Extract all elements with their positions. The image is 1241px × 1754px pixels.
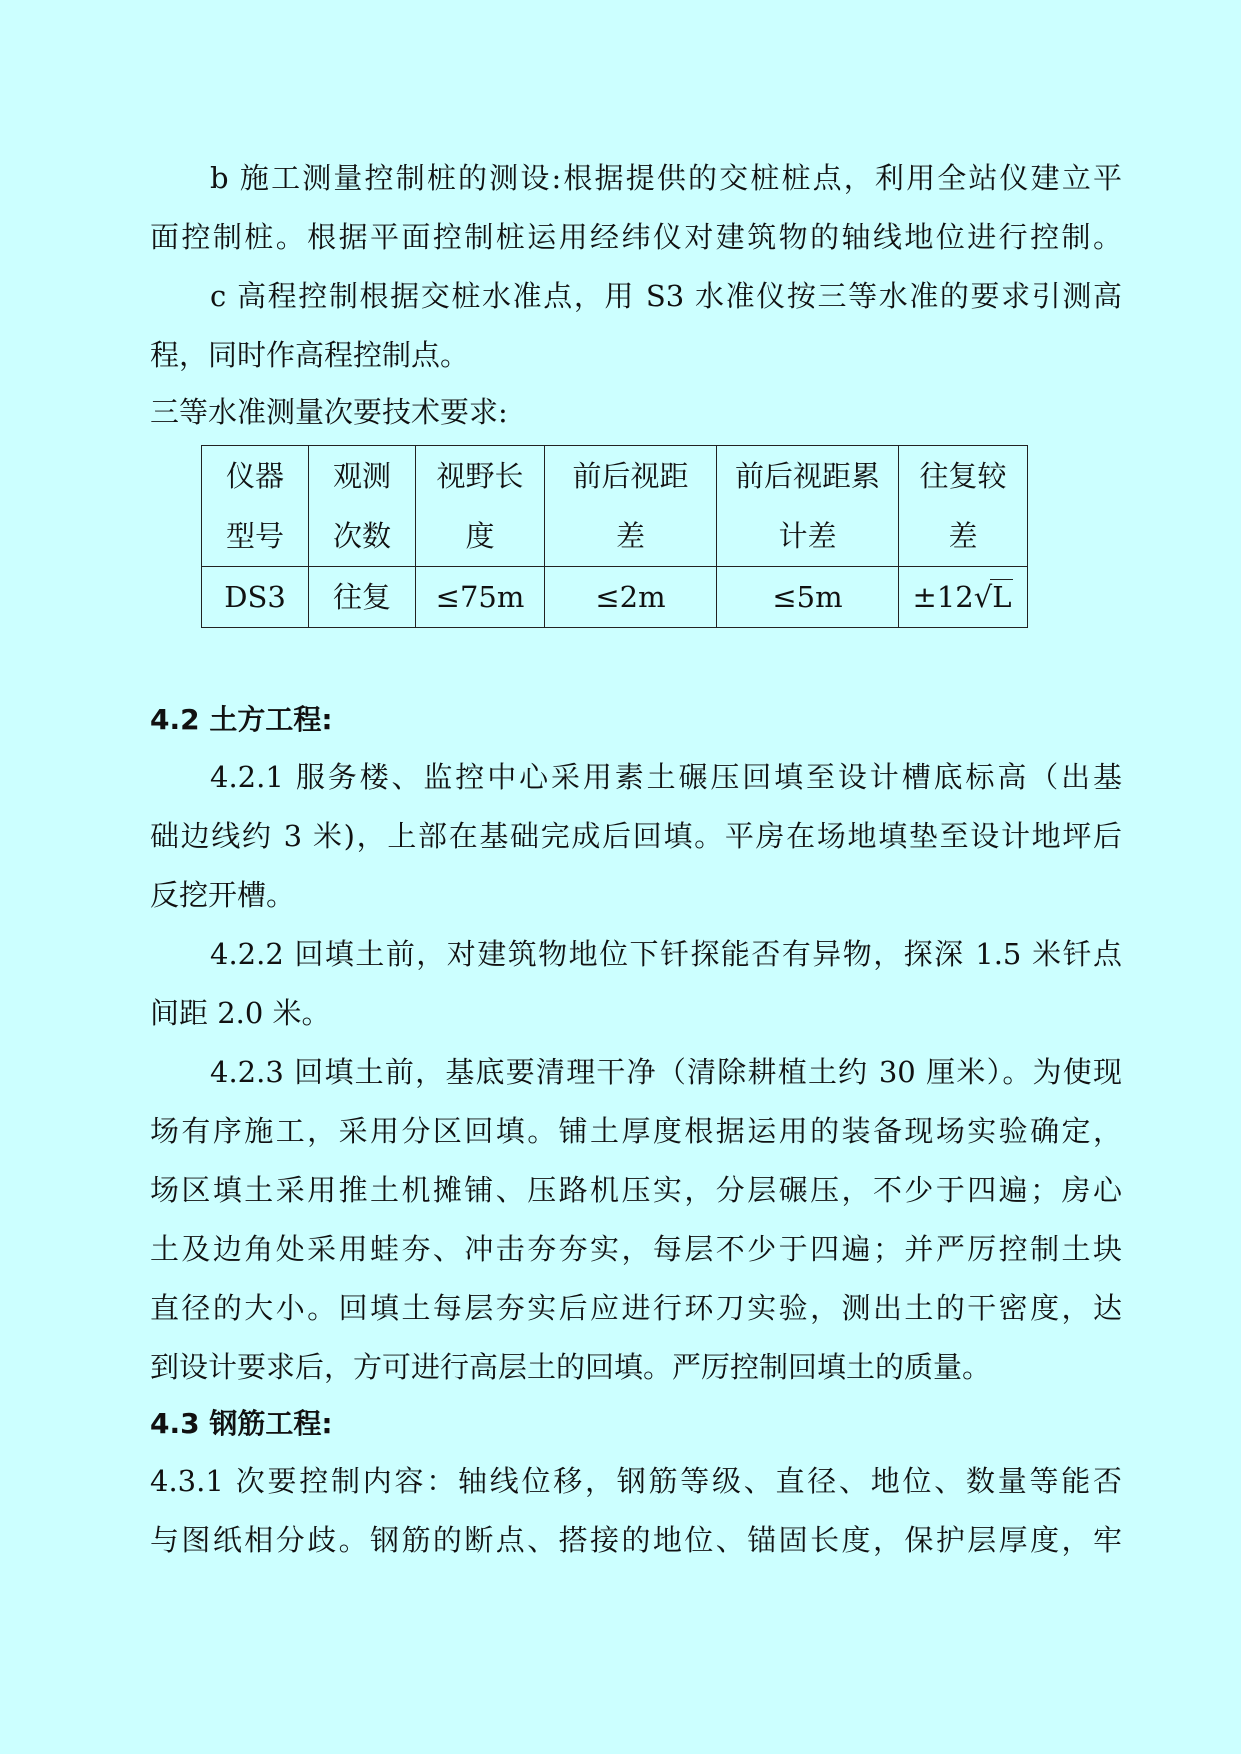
header-cumulative-diff: 前后视距累 计差 <box>717 446 899 567</box>
leveling-spec-table <box>201 445 1028 628</box>
section-4-2-3-line-3: 场区填土采用推土机摊铺、压路机压实，分层碾压，不少于四遍；房心 <box>150 1173 1122 1207</box>
cell-sight-diff: ≤2m <box>545 567 717 628</box>
cell-cumulative-diff: ≤5m <box>717 567 899 628</box>
section-4-2-3-line-1: 4.2.3 回填土前，基底要清理干净（清除耕植土约 30 厘米）。为使现 <box>210 1055 1122 1089</box>
cell-instrument: DS3 <box>202 567 309 628</box>
header-instrument: 仪器 型号 <box>202 446 309 567</box>
section-4-3-1-line-1: 4.3.1 次要控制内容：轴线位移，钢筋等级、直径、地位、数量等能否 <box>150 1464 1122 1498</box>
sqrt-symbol: √L <box>973 580 1012 614</box>
section-4-2-2-line-2: 间距 2.0 米。 <box>150 996 331 1030</box>
section-4-2-3-line-6: 到设计要求后，方可进行高层土的回填。严厉控制回填土的质量。 <box>150 1350 992 1384</box>
table-header-row <box>202 446 1028 567</box>
section-4-2-3-line-2: 场有序施工，采用分区回填。铺土厚度根据运用的装备现场实验确定， <box>150 1114 1122 1148</box>
survey-b-line-2: 面控制桩。根据平面控制桩运用经纬仪对建筑物的轴线地位进行控制。 <box>150 220 1122 254</box>
table-caption: 三等水准测量次要技术要求: <box>150 395 508 429</box>
survey-c-line-2: 程，同时作高程控制点。 <box>150 338 470 372</box>
section-4-2-2-line-1: 4.2.2 回填土前，对建筑物地位下钎探能否有异物，探深 1.5 米钎点 <box>210 937 1122 971</box>
section-4-2-1-line-2: 础边线约 3 米)，上部在基础完成后回填。平房在场地填垫至设计地坪后 <box>150 819 1122 853</box>
section-4-2-3-line-4: 土及边角处采用蛙夯、冲击夯夯实，每层不少于四遍；并严厉控制土块 <box>150 1232 1122 1266</box>
header-sight-diff: 前后视距 差 <box>545 446 717 567</box>
closure-radicand: L <box>992 580 1012 614</box>
section-4-2-1-line-1: 4.2.1 服务楼、监控中心采用素土碾压回填至设计槽底标高（出基 <box>210 760 1122 794</box>
closure-prefix: ±12 <box>912 580 974 614</box>
header-closure: 往复较 差 <box>899 446 1028 567</box>
section-4-2-3-line-5: 直径的大小。回填土每层夯实后应进行环刀实验，测出土的干密度，达 <box>150 1291 1122 1325</box>
section-4-3-heading: 4.3 钢筋工程: <box>150 1407 333 1440</box>
cell-count: 往复 <box>309 567 416 628</box>
section-4-2-1-line-3: 反挖开槽。 <box>150 878 296 912</box>
section-4-3-1-line-2: 与图纸相分歧。钢筋的断点、搭接的地位、锚固长度，保护层厚度，牢 <box>150 1523 1122 1557</box>
survey-c-line-1: c 高程控制根据交桩水准点，用 S3 水准仪按三等水准的要求引测高 <box>210 279 1122 313</box>
cell-closure <box>899 567 1028 628</box>
header-count: 观测 次数 <box>309 446 416 567</box>
cell-sight-length: ≤75m <box>416 567 545 628</box>
section-4-2-heading: 4.2 土方工程: <box>150 703 333 736</box>
survey-b-line-1: b 施工测量控制桩的测设:根据提供的交桩桩点，利用全站仪建立平 <box>210 161 1122 195</box>
table-row <box>202 567 1028 628</box>
header-sight-length: 视野长 度 <box>416 446 545 567</box>
